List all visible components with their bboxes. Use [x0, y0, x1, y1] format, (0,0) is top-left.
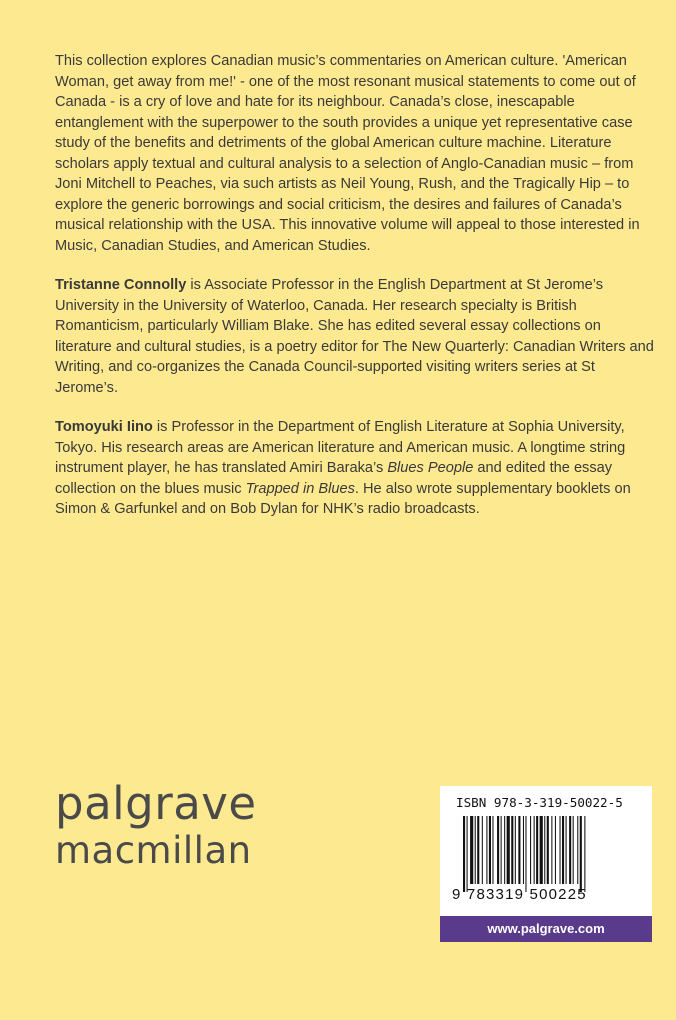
- barcode-bar: [477, 816, 479, 884]
- description-paragraph: This collection explores Canadian music’s commentaries on American culture. 'American Woman, get away from me!' - one of the most resonant musical statements to come out of Canada - is a cry of love and hate for its neighbour. Canada’s close, inescapable entanglement with the superpower to the south provides a unique yet representative case study of the benefits and detriments of the global American culture machine. Literature scholars apply textual and cultural analysis to a selection of Anglo-Canadian music – from Joni Mitchell to Peaches, via such artists as Neil Young, Rush, and the Tragically Hip – to explore the generic borrowings and social criticism, the desires and failures of Canada’s musical relationship with the USA. This innovative volume will appeal to those interested in Music, Canadian Studies, and American Studies.: [55, 53, 640, 254]
- barcode-bar: [463, 816, 465, 892]
- author2-bio-part1: is Professor in the Department of English Literature at Sophia University, Tokyo. His research areas are American literature and American music. A longtime string instrument player, he has translated Amiri Baraka’s: [55, 419, 626, 476]
- author1-bio: is Associate Professor in the English Department at St Jerome’s University in the University of Waterloo, Canada. Her research specialty is British Romanticism, particularly William Blake. She has edited several essay collections on literature and cultural studies, is a poetry editor for The New Quarterly: Canadian Writers and Writing, and co-organizes the Canada Council-supported visiting writers series at St Jerome’s.: [55, 277, 654, 396]
- barcode-bar: [470, 816, 473, 884]
- barcode-bar: [467, 816, 468, 892]
- barcode-bar: [489, 816, 491, 884]
- isbn-digits: 9 783319 500225: [452, 886, 587, 903]
- barcode-bar: [560, 816, 561, 884]
- barcode-bar: [486, 816, 487, 884]
- barcode-bar: [511, 816, 513, 884]
- author1-paragraph: [55, 275, 655, 398]
- publisher-url[interactable]: www.palgrave.com: [440, 916, 652, 942]
- barcode-bar: [551, 816, 552, 884]
- barcode-bar: [555, 816, 556, 884]
- publisher-logo: [55, 778, 257, 872]
- barcode-bar: [515, 816, 516, 884]
- barcode-panel: [440, 786, 652, 916]
- barcode-bar: [584, 816, 585, 892]
- barcode-bar: [573, 816, 574, 884]
- barcode-bar: [482, 816, 483, 884]
- barcode-bar: [507, 816, 510, 884]
- book-title-blues-people: Blues People: [387, 460, 474, 476]
- author2-paragraph: [55, 417, 655, 520]
- author2-bio-part3: . He also wrote supplementary booklets on Simon & Garfunkel and on Bob Dylan for NHK’s radio broadcasts.: [55, 480, 631, 517]
- barcode-bar: [534, 816, 535, 884]
- back-cover-text: [55, 51, 655, 539]
- barcode-bar: [536, 816, 538, 884]
- barcode-bar: [501, 816, 502, 884]
- barcode-bar: [569, 816, 571, 884]
- barcode-bar: [523, 816, 524, 884]
- barcode-bar: [504, 816, 505, 884]
- barcode-bar: [580, 816, 582, 892]
- publisher-logo-line2: macmillan: [55, 829, 252, 872]
- isbn-label: ISBN 978-3-319-50022-5: [456, 795, 623, 810]
- barcode-bar: [547, 816, 549, 884]
- publisher-logo-line1: palgrave: [55, 777, 257, 830]
- barcode-bar: [562, 816, 564, 884]
- author2-name: Tomoyuki Iino: [55, 419, 153, 435]
- book-title-trapped-in-blues: Trapped in Blues: [245, 480, 355, 497]
- barcode-bar: [544, 816, 545, 884]
- author2-bio-part2: and edited the essay collection on the blues music: [55, 460, 613, 497]
- barcode-bar: [475, 816, 476, 884]
- barcode-bar: [566, 816, 567, 884]
- barcode-bar: [540, 816, 543, 884]
- author1-name: Tristanne Connolly: [55, 277, 187, 293]
- barcode-bar: [577, 816, 578, 884]
- barcode-bar: [518, 816, 520, 884]
- barcode-image: [463, 816, 631, 892]
- barcode-bar: [497, 816, 499, 884]
- barcode-bar: [530, 816, 531, 884]
- barcode-bar: [492, 816, 493, 884]
- barcode-bar: [525, 816, 526, 892]
